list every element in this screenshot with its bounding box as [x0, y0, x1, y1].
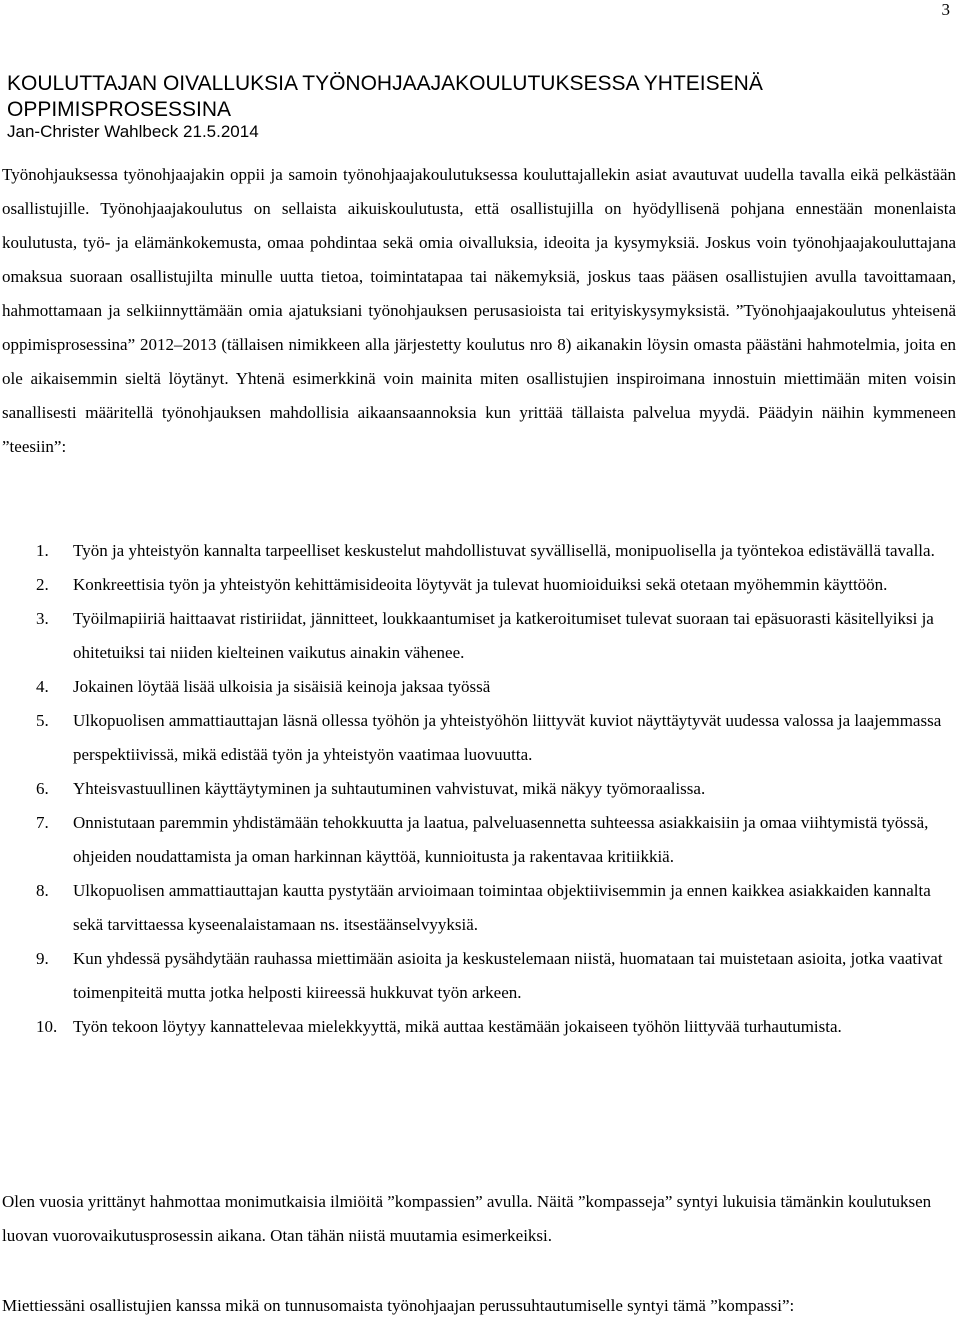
list-item-text: Jokainen löytää lisää ulkoisia ja sisäisiä keinoja jaksaa työssä: [73, 677, 491, 696]
list-item: [2, 704, 956, 772]
list-item: [2, 568, 956, 602]
list-item: [2, 874, 956, 942]
list-item: [2, 806, 956, 874]
list-item: [2, 534, 956, 568]
list-item-text: Yhteisvastuullinen käyttäytyminen ja suhtautuminen vahvistuvat, mikä näkyy työmoraalissa.: [73, 779, 706, 798]
final-paragraph: Miettiessäni osallistujien kanssa mikä on tunnusomaista työnohjaajan perussuhtautumiselle syntyi tämä ”kompassi”:: [2, 1296, 795, 1315]
list-item: [2, 670, 956, 704]
intro-paragraph: Työnohjauksessa työnohjaajakin oppii ja samoin työnohjaajakoulutuksessa kouluttajallekin asiat avautuvat uudella tavalla eikä pelkästään osallistujille. Työnohjaajakoulutus on sellaista aikuiskoulutusta, että osallistujilla on hyödyllisenä pohjana ennestään monenlaista koulutusta, työ- ja elämänkokemusta, omaa pohdintaa sekä omia oivalluksia, ideoita ja kysymyksiä. Joskus voin työnohjaajakouluttajana omaksua suoraan osallistujilta minulle uutta tietoa, toimintatapaa tai näkemyksiä, joskus taas pääsen osallistujien avulla tavoittamaan, hahmottamaan ja selkiinnyttämään omia ajatuksiani työnohjauksen perusasioista tai erityiskysymyksistä. ”Työnohjaajakoulutus yhteisenä oppimisprosessina” 2012–2013 (tällaisen nimikkeen alla järjestetty koulutus nro 8) aikanakin löysin omasta päästäni hahmotelmia, joita en ole aikaisemmin sieltä löytänyt. Yhtenä esimerkkinä voin mainita miten osallistujien inspiroimana innostuin miettimään miten voisin sanallisesti määritellä työnohjauksen mahdollisia aikaansaannoksia kun yrittää tällaista palvelua myydä. Päädyin näihin kymmeneen ”teesiin”:: [2, 165, 956, 456]
list-item: [2, 772, 956, 806]
list-item-text: Työilmapiiriä haittaavat ristiriidat, jännitteet, loukkaantumiset ja katkeroitumiset tulevat suoraan tai epäsuorasti käsitellyiksi ja ohitetuiksi tai niiden kielteinen vaikutus ainakin vähenee.: [73, 609, 934, 662]
list-item-text: Onnistutaan paremmin yhdistämään tehokkuutta ja laatua, palveluasennetta suhteessa asiakkaisiin ja omaa viihtymistä työssä, ohjeiden noudattamista ja oman harkinnan käyttöä, kunnioitusta ja rakentavaa kritiikkiä.: [73, 813, 929, 866]
list-item-number: 2.: [36, 575, 49, 594]
list-item-text: Kun yhdessä pysähdytään rauhassa miettimään asioita ja keskustelemaan niistä, huomataan tai muistetaan asioita, jotka vaativat toimenpiteitä mutta jotka helposti kiireessä hukkuvat työn arkeen.: [73, 949, 943, 1002]
title-line-1: KOULUTTAJAN OIVALLUKSIA TYÖNOHJAAJAKOULUTUKSESSA YHTEISENÄ: [7, 72, 763, 95]
list-item-number: 10.: [36, 1017, 58, 1036]
closing-paragraph: Olen vuosia yrittänyt hahmottaa monimutkaisia ilmiöitä ”kompassien” avulla. Näitä ”kompasseja” syntyi lukuisia tämänkin koulutuksen luovan vuorovaikutusprosessin aikana. Otan tähän niistä muutamia esimerkeiksi.: [2, 1192, 932, 1245]
list-item: [2, 602, 956, 670]
theses-list: [2, 534, 956, 1044]
list-item: [2, 1010, 956, 1044]
author-date: Jan-Christer Wahlbeck 21.5.2014: [7, 122, 259, 141]
list-item-text: Työn ja yhteistyön kannalta tarpeelliset keskustelut mahdollistuvat syvällisellä, monipuolisella ja työntekoa edistävällä tavalla.: [73, 541, 935, 560]
list-item-number: 6.: [36, 779, 49, 798]
document-title: [7, 71, 947, 123]
list-item-text: Ulkopuolisen ammattiauttajan kautta pystytään arvioimaan toimintaa objektiivisemmin ja ennen kaikkea asiakkaiden kannalta sekä tarvittaessa kyseenalaistamaan ns. itsestäänselvyyksiä.: [73, 881, 931, 934]
list-item-number: 7.: [36, 813, 49, 832]
list-item-number: 3.: [36, 609, 49, 628]
list-item-number: 5.: [36, 711, 49, 730]
title-line-2: OPPIMISPROSESSINA: [7, 98, 232, 121]
list-item-text: Ulkopuolisen ammattiauttajan läsnä ollessa työhön ja yhteistyöhön liittyvät kuviot näyttäytyvät uudessa valossa ja laajemmassa perspektiivissä, mikä edistää työn ja yhteistyön vaatimaa luovuutta.: [73, 711, 942, 764]
page-number: 3: [941, 0, 950, 19]
list-item-number: 8.: [36, 881, 49, 900]
list-item-number: 9.: [36, 949, 49, 968]
list-item: [2, 942, 956, 1010]
list-item-text: Työn tekoon löytyy kannattelevaa mielekkyyttä, mikä auttaa kestämään jokaiseen työhön liittyvää turhautumista.: [73, 1017, 842, 1036]
list-item-number: 1.: [36, 541, 49, 560]
list-item-number: 4.: [36, 677, 49, 696]
list-item-text: Konkreettisia työn ja yhteistyön kehittämisideoita löytyvät ja tulevat huomioiduiksi sekä otetaan myöhemmin käyttöön.: [73, 575, 888, 594]
